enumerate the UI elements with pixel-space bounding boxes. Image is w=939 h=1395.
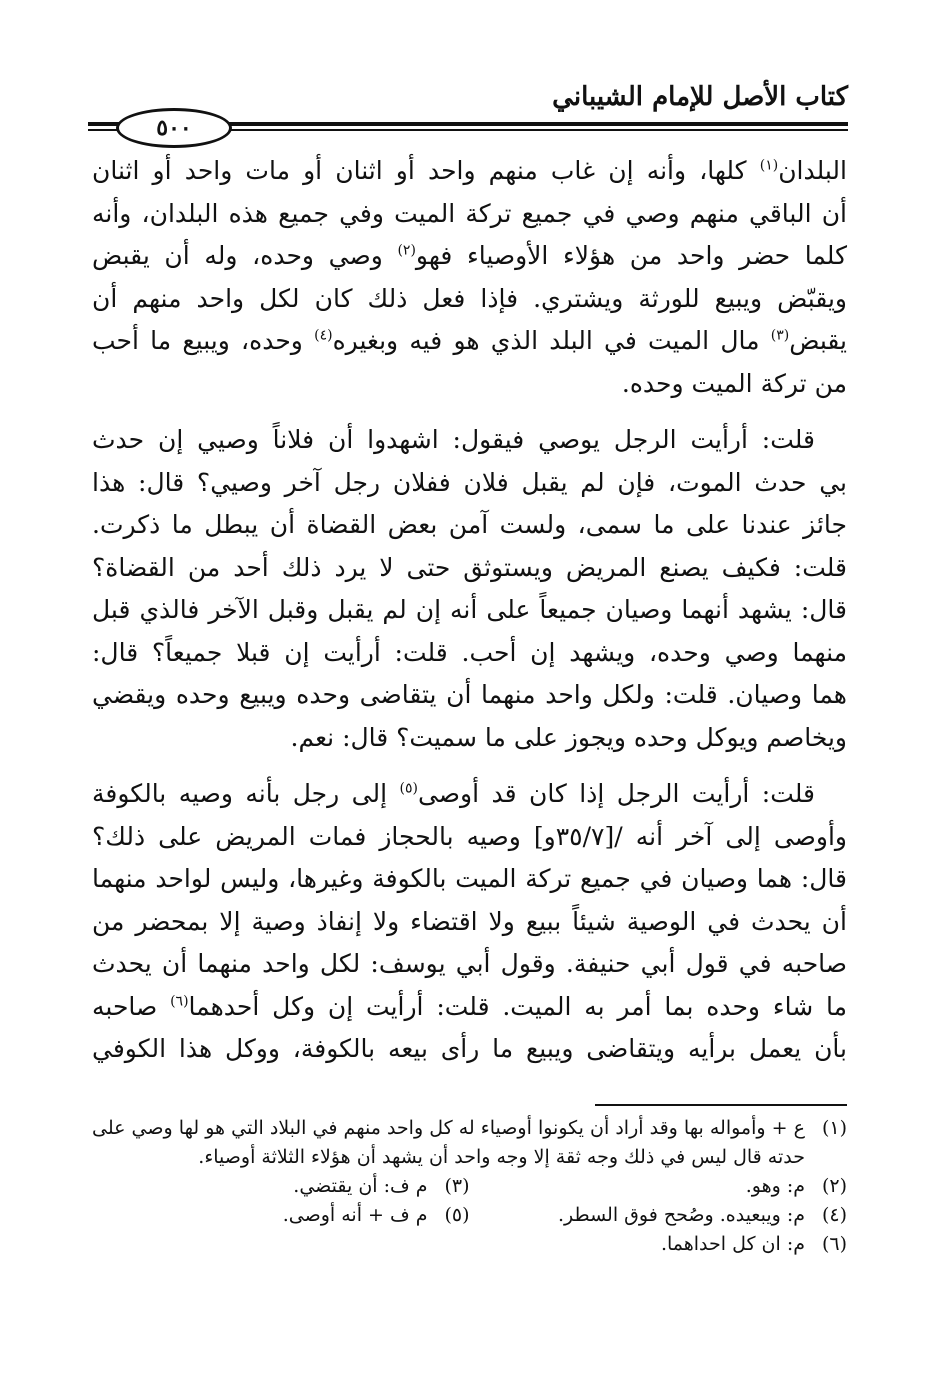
text-line: وأوصى إلى آخر أنه /[٣٥/٧و] وصيه بالحجاز فمات المريض على ذلك؟ <box>92 821 847 851</box>
text-line: بي حدث الموت، فإن لم يقبل فلان ففلان رجل آخر وصيي؟ قال: هذا <box>92 467 847 497</box>
text-line: أن يحدث في الوصية شيئاً ببيع ولا اقتضاء ولا إنفاذ وصية إلا بمحضر من <box>92 906 847 936</box>
page-number-badge <box>116 108 232 148</box>
footnote-text: م: ان كل احداهما. <box>660 1233 805 1255</box>
text-line: ويقبّض ويبيع للورثة ويشتري. فإذا فعل ذلك كان لكل واحد منهم أن <box>92 283 847 313</box>
footnote-4 <box>470 1201 848 1230</box>
text-line <box>92 320 847 363</box>
text-line <box>92 986 847 1029</box>
footnote-number: (٣) <box>444 1175 470 1197</box>
text-run: يقبض <box>789 326 847 355</box>
footnote-text: م ف + أنه أوصى. <box>282 1204 428 1226</box>
text-run: كلها، وأنه إن غاب منهم واحد أو اثنان أو مات واحد أو اثنان <box>92 156 760 185</box>
footnote-5 <box>92 1201 470 1230</box>
footnote-ref-6: (٦) <box>170 993 189 1010</box>
footnote-ref-1: (١) <box>759 157 779 174</box>
text-run: وصي وحده، وله أن يقبض <box>92 241 398 270</box>
text-run: البلدان <box>778 156 847 185</box>
footnotes <box>92 1114 847 1259</box>
text-run: ما شاء وحده بما أمر به الميت. قلت: أرأيت إن وكل أحدهما <box>188 991 847 1021</box>
paragraph-3 <box>92 773 847 1071</box>
footnote-number: (٤) <box>821 1204 847 1226</box>
text-run: وحده، ويبيع ما أحب <box>92 326 315 355</box>
footnote-column-left <box>92 1172 470 1259</box>
text-run: مال الميت في البلد الذي هو فيه وبغيره <box>332 326 771 355</box>
footnote-number: (٦) <box>821 1233 847 1255</box>
footnote-ref-2: (٢) <box>397 242 416 259</box>
text-run: صاحبه <box>92 991 171 1021</box>
text-line: قلت: فكيف يصنع المريض ويستوثق حتى لا يرد ذلك أحد من القضاة؟ <box>92 552 847 582</box>
text-line: قلت: أرأيت الرجل يوصي فيقول: اشهدوا أن فلاناً وصيي إن حدث <box>92 425 815 454</box>
footnote-ref-5: (٥) <box>399 780 418 797</box>
book-title: كتاب الأصل للإمام الشيباني <box>552 82 848 112</box>
footnote-1 <box>92 1114 847 1172</box>
page-number: ٥٠٠ <box>156 115 192 141</box>
text-line: صاحبه في قول أبي حنيفة. وقول أبي يوسف: لكل واحد منهما أن يحدث <box>92 949 847 978</box>
footnote-number: (١) <box>821 1117 847 1139</box>
paragraph-2 <box>92 419 847 759</box>
text-line: جائز عندنا على ما سمى، ولست آمن بعض القضاة أن يبطل ما ذكرت. <box>92 510 847 539</box>
footnote-columns <box>92 1172 847 1259</box>
text-line: ويخاصم ويوكل وحده ويجوز على ما سميت؟ قال: نعم. <box>290 722 847 752</box>
text-line: من تركة الميت وحده. <box>621 368 847 398</box>
footnote-3 <box>92 1172 470 1201</box>
text-line <box>92 235 847 278</box>
footnote-number: (٢) <box>821 1175 847 1197</box>
footnote-number: (٥) <box>444 1204 470 1226</box>
text-run: إلى رجل بأنه وصيه بالكوفة <box>92 779 400 808</box>
text-run: قلت: أرأيت الرجل إذا كان قد أوصى <box>417 779 815 808</box>
footnote-text: م: ويبعيده. وصُحح فوق السطر. <box>558 1204 805 1226</box>
text-line <box>92 773 847 816</box>
footnote-6 <box>470 1230 848 1259</box>
text-line: بأن يعمل برأيه ويتقاضى ويبيع ما رأى بيعه بالكوفة، ووكل هذا الكوفي <box>92 1034 847 1063</box>
footnote-ref-3: (٣) <box>770 327 790 344</box>
footnote-separator <box>595 1104 847 1106</box>
page-header <box>88 78 848 141</box>
footnote-column-right <box>470 1172 848 1259</box>
text-line: قال: هما وصيان في جميع تركة الميت بالكوفة وغيرها، وليس لواحد منهما <box>92 864 847 893</box>
text-line <box>92 150 847 193</box>
footnote-ref-4: (٤) <box>314 327 333 344</box>
footnote-text: ع + وأمواله بها وقد أراد أن يكونوا أوصياء له كل واحد منهم في البلاد التي هو لها وصي على حدته قال ليس في ذلك وجه ثقة إلا وجه واحد أن يشهد أن هؤلاء الثلاثة أوصياء. <box>92 1117 805 1168</box>
text-run: كلما حضر واحد من هؤلاء الأوصياء فهو <box>415 241 847 270</box>
paragraph-1 <box>92 150 847 405</box>
text-line: منهما وصي وحده، ويشهد إن أحب. قلت: أرأيت إن قبلا جميعاً؟ قال: <box>92 637 848 667</box>
main-text <box>92 150 847 1085</box>
text-line: أن الباقي منهم وصي في جميع تركة الميت وفي جميع هذه البلدان، وأنه <box>92 198 847 228</box>
footnote-text: م ف: أن يقتضي. <box>293 1175 428 1197</box>
footnote-2 <box>470 1172 848 1201</box>
text-line: هما وصيان. قلت: ولكل واحد منهما أن يتقاضى وحده ويبيع وحده ويقضي <box>92 680 847 709</box>
footnote-text: م: وهو. <box>745 1175 805 1197</box>
text-line: قال: يشهد أنهما وصيان جميعاً على أنه إن لم يقبل وقبل الآخر فالذي قبل <box>92 595 847 624</box>
